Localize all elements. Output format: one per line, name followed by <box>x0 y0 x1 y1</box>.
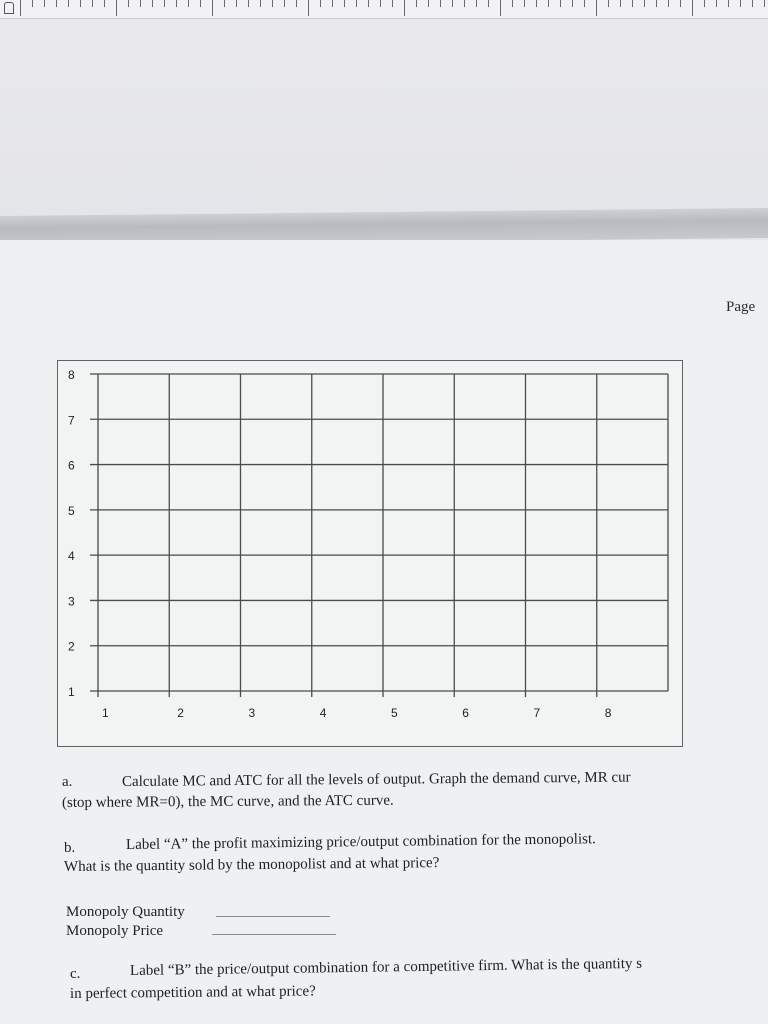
ruler-tick <box>380 0 381 7</box>
ruler-tick <box>20 0 21 16</box>
ruler-tick <box>524 0 525 7</box>
ruler-tick <box>248 0 249 7</box>
ruler-tick <box>452 0 453 7</box>
monopoly-quantity-label: Monopoly Quantity <box>66 904 185 920</box>
y-tick-label: 1 <box>68 685 75 699</box>
x-tick-label: 2 <box>177 706 184 720</box>
ruler-tick <box>332 0 333 7</box>
ruler-tick <box>200 0 201 7</box>
ruler-tick <box>692 0 693 16</box>
x-tick-label: 1 <box>102 706 109 720</box>
ruler-tick <box>92 0 93 7</box>
ruler-tick <box>272 0 273 7</box>
ruler-tick <box>740 0 741 7</box>
ruler-tick <box>632 0 633 7</box>
ruler-tick <box>488 0 489 7</box>
question-a-line2: (stop where MR=0), the MC curve, and the ATC curve. <box>61 792 394 811</box>
ruler-tick <box>752 0 753 7</box>
ruler-tick <box>464 0 465 7</box>
ruler-tick <box>368 0 369 7</box>
ruler-tick <box>212 0 213 16</box>
ruler-tick <box>548 0 549 7</box>
ruler-tick <box>500 0 501 16</box>
ruler-tick <box>140 0 141 7</box>
ruler-tick <box>320 0 321 7</box>
question-c-line1: Label “B” the price/output combination for a competitive firm. What is the quantity s <box>129 955 643 979</box>
ruler-tick <box>560 0 561 7</box>
ruler-tick <box>56 0 57 7</box>
ruler-tick <box>44 0 45 7</box>
x-tick-label: 5 <box>391 706 398 720</box>
ruler-tick <box>236 0 237 7</box>
ruler-tick <box>392 0 393 7</box>
x-tick-label: 8 <box>604 706 612 720</box>
question-c-line2: in perfect competition and at what price? <box>69 983 316 1002</box>
y-tick-label: 3 <box>68 594 75 609</box>
ruler-tick <box>32 0 33 7</box>
ruler-tick <box>440 0 441 7</box>
ruler-tick <box>536 0 537 7</box>
indent-marker-icon[interactable] <box>4 2 14 14</box>
monopoly-price-blank <box>212 934 336 935</box>
graph-grid <box>58 361 684 748</box>
x-tick-label: 7 <box>533 706 541 720</box>
ruler-tick <box>644 0 645 7</box>
question-b-line1: Label “A” the profit maximizing price/output combination for the monopolist. <box>125 831 596 853</box>
question-a-marker: a. <box>62 774 73 790</box>
ruler-tick <box>416 0 417 7</box>
ruler-tick <box>596 0 597 16</box>
question-a-line1: Calculate MC and ATC for all the levels of output. Graph the demand curve, MR cur <box>121 769 631 790</box>
ruler-tick <box>728 0 729 7</box>
y-tick-label: 7 <box>68 413 75 428</box>
ruler-tick <box>344 0 345 7</box>
ruler-tick <box>620 0 621 7</box>
ruler-tick <box>428 0 429 7</box>
x-tick-label: 6 <box>462 706 469 720</box>
ruler-tick <box>104 0 105 7</box>
document-ruler[interactable] <box>0 0 768 19</box>
ruler-tick <box>284 0 285 7</box>
ruler-tick <box>308 0 309 16</box>
x-tick-label: 4 <box>319 706 327 720</box>
page-header-label: Page <box>726 299 756 315</box>
ruler-tick <box>224 0 225 7</box>
ruler-tick <box>164 0 165 7</box>
x-tick-label: 3 <box>248 706 256 720</box>
ruler-tick <box>296 0 297 7</box>
ruler-tick <box>188 0 189 7</box>
empty-graph-figure <box>57 360 683 747</box>
monopoly-price-label: Monopoly Price <box>66 923 164 939</box>
y-tick-label: 4 <box>68 549 75 564</box>
ruler-tick <box>584 0 585 7</box>
ruler-tick <box>764 0 765 7</box>
y-tick-label: 8 <box>68 368 75 382</box>
ruler-tick <box>68 0 69 7</box>
ruler-tick <box>116 0 117 16</box>
question-b-line2: What is the quantity sold by the monopolist and at what price? <box>63 855 440 875</box>
ruler-tick <box>704 0 705 7</box>
ruler-tick <box>176 0 177 7</box>
ruler-tick <box>572 0 573 7</box>
ruler-tick <box>668 0 669 7</box>
ruler-tick <box>680 0 681 7</box>
ruler-tick <box>476 0 477 7</box>
ruler-tick <box>260 0 261 7</box>
ruler-tick <box>656 0 657 7</box>
ruler-tick <box>128 0 129 7</box>
y-tick-label: 2 <box>68 639 75 654</box>
ruler-tick <box>608 0 609 7</box>
question-c-marker: c. <box>70 966 81 982</box>
y-tick-label: 5 <box>68 503 75 518</box>
y-tick-label: 6 <box>68 458 75 473</box>
ruler-tick <box>404 0 405 16</box>
ruler-tick <box>80 0 81 7</box>
ruler-tick <box>152 0 153 7</box>
ruler-tick <box>512 0 513 7</box>
ruler-tick <box>716 0 717 7</box>
monopoly-quantity-blank <box>216 916 330 917</box>
ruler-tick <box>356 0 357 7</box>
question-b-marker: b. <box>64 840 76 856</box>
